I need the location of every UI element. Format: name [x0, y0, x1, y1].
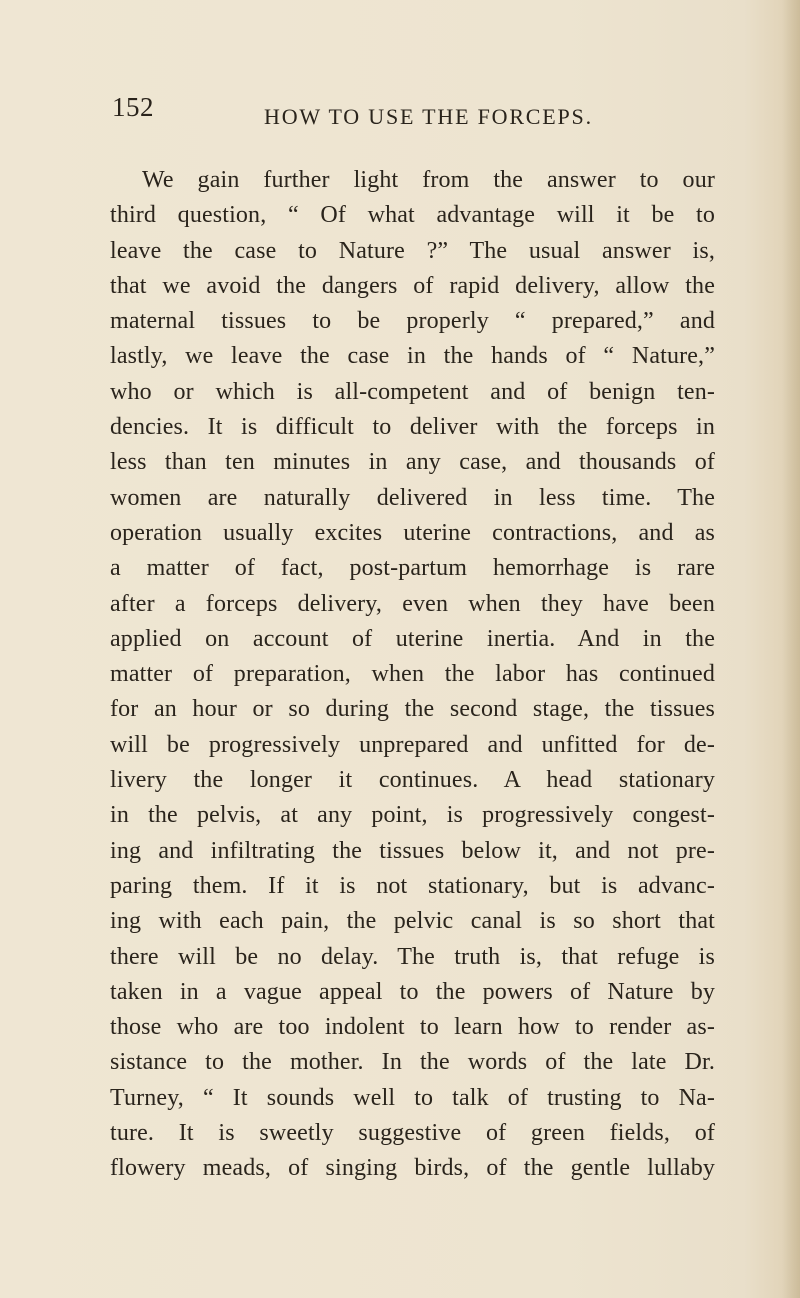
- text-line: for an hour or so during the second stage, the tissues: [110, 696, 715, 723]
- text-line: ing and infiltrating the tissues below it, and not pre-: [110, 837, 715, 864]
- text-line: third question, “ Of what advantage will it be to: [110, 202, 715, 229]
- page-number: 152: [112, 92, 154, 122]
- text-line: there will be no delay. The truth is, that refuge is: [110, 943, 715, 970]
- text-line: after a forceps delivery, even when they have been: [110, 590, 715, 617]
- text-line: will be progressively unprepared and unfitted for de-: [110, 731, 715, 758]
- page-header: [112, 92, 612, 132]
- text-line: maternal tissues to be properly “ prepared,” and: [110, 308, 715, 335]
- text-line: in the pelvis, at any point, is progressively congest-: [110, 802, 715, 829]
- text-line: livery the longer it continues. A head stationary: [110, 767, 715, 794]
- text-line: flowery meads, of singing birds, of the gentle lullaby: [110, 1155, 715, 1182]
- text-line: who or which is all-competent and of benign ten-: [110, 378, 715, 405]
- text-line: ing with each pain, the pelvic canal is so short that: [110, 908, 715, 935]
- text-line: matter of preparation, when the labor has continued: [110, 661, 715, 688]
- text-line: Turney, “ It sounds well to talk of trusting to Na-: [110, 1084, 715, 1111]
- running-title: HOW TO USE THE FORCEPS.: [264, 104, 593, 129]
- text-line: less than ten minutes in any case, and thousands of: [110, 449, 715, 476]
- text-line: taken in a vague appeal to the powers of Nature by: [110, 978, 715, 1005]
- text-line: paring them. If it is not stationary, but is advanc-: [110, 872, 715, 899]
- text-line: a matter of fact, post-partum hemorrhage is rare: [110, 555, 715, 582]
- text-line: lastly, we leave the case in the hands of “ Nature,”: [110, 343, 715, 370]
- page-edge-shadow: [782, 0, 800, 1298]
- text-line: applied on account of uterine inertia. And in the: [110, 625, 715, 652]
- text-line: women are naturally delivered in less time. The: [110, 484, 715, 511]
- text-line: We gain further light from the answer to our: [142, 167, 715, 193]
- text-line: sistance to the mother. In the words of the late Dr.: [110, 1049, 715, 1076]
- text-line: ture. It is sweetly suggestive of green fields, of: [110, 1120, 715, 1147]
- text-line: that we avoid the dangers of rapid delivery, allow the: [110, 272, 715, 299]
- body-paragraph: [110, 163, 715, 1187]
- text-line: dencies. It is difficult to deliver with the forceps in: [110, 414, 715, 441]
- text-line: those who are too indolent to learn how to render as-: [110, 1014, 715, 1041]
- text-line: leave the case to Nature ?” The usual answer is,: [110, 237, 715, 264]
- text-line: operation usually excites uterine contractions, and as: [110, 519, 715, 546]
